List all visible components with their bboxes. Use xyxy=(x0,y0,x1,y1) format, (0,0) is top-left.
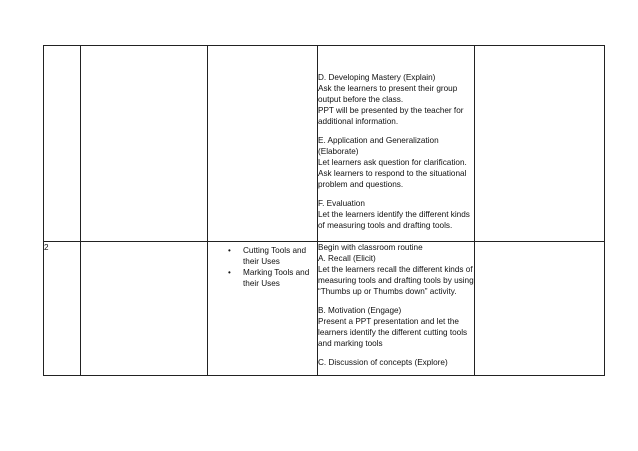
remarks-cell xyxy=(475,46,605,242)
text-line: Marking Tools and xyxy=(243,268,310,278)
text-line: Let learners ask question for clarification. xyxy=(318,158,467,168)
text-line: Ask learners to respond to the situational xyxy=(318,169,467,179)
lesson-plan-table xyxy=(43,45,605,376)
table-row xyxy=(44,242,605,376)
text-line: F. Evaluation xyxy=(318,198,365,208)
topic-list xyxy=(208,242,317,289)
table-row xyxy=(44,46,605,242)
topic-cell xyxy=(208,242,318,376)
bullet-icon: • xyxy=(228,268,231,278)
procedure-paragraph xyxy=(318,305,474,349)
procedure-paragraph xyxy=(318,72,474,127)
text-line: Ask the learners to present their group xyxy=(318,84,458,94)
text-line: E. Application and Generalization xyxy=(318,135,439,145)
text-line: C. Discussion of concepts (Explore) xyxy=(318,357,448,367)
procedure-paragraph xyxy=(318,198,474,231)
day-cell xyxy=(44,46,81,242)
text-line: D. Developing Mastery (Explain) xyxy=(318,73,436,82)
text-line: Present a PPT presentation and let the xyxy=(318,317,459,327)
empty-cell xyxy=(81,46,208,242)
text-line: measuring tools and drafting tools by using xyxy=(318,276,474,286)
procedure-cell xyxy=(318,242,475,376)
text-line: Cutting Tools and xyxy=(243,246,307,255)
text-line: learners identify the different cutting tools xyxy=(318,328,468,338)
text-line: their Uses xyxy=(243,279,280,289)
list-item xyxy=(228,245,317,267)
topic-cell xyxy=(208,46,318,242)
procedure-paragraph xyxy=(318,135,474,190)
empty-cell xyxy=(81,242,208,376)
text-line: of measuring tools and drafting tools. xyxy=(318,221,453,231)
procedure-cell xyxy=(318,46,475,242)
text-line: A. Recall (Elicit) xyxy=(318,254,376,264)
text-line: their Uses xyxy=(243,257,280,267)
text-line: problem and questions. xyxy=(318,180,404,190)
text-line: Let the learners recall the different kinds of xyxy=(318,265,473,275)
text-line: “Thumbs up or Thumbs down” activity. xyxy=(318,287,457,297)
list-item xyxy=(228,267,317,289)
text-line: (Elaborate) xyxy=(318,147,359,157)
text-line: PPT will be presented by the teacher for xyxy=(318,106,464,116)
day-cell: 2 xyxy=(44,242,81,376)
procedure-paragraph xyxy=(318,242,474,297)
text-line: output before the class. xyxy=(318,95,404,105)
text-line: and marking tools xyxy=(318,339,383,349)
bullet-icon: • xyxy=(228,246,231,255)
text-line: Begin with classroom routine xyxy=(318,243,423,252)
remarks-cell xyxy=(475,242,605,376)
text-line: Let the learners identify the different kinds xyxy=(318,210,470,220)
text-line: additional information. xyxy=(318,117,399,127)
text-line: B. Motivation (Engage) xyxy=(318,305,402,315)
procedure-paragraph xyxy=(318,357,474,368)
